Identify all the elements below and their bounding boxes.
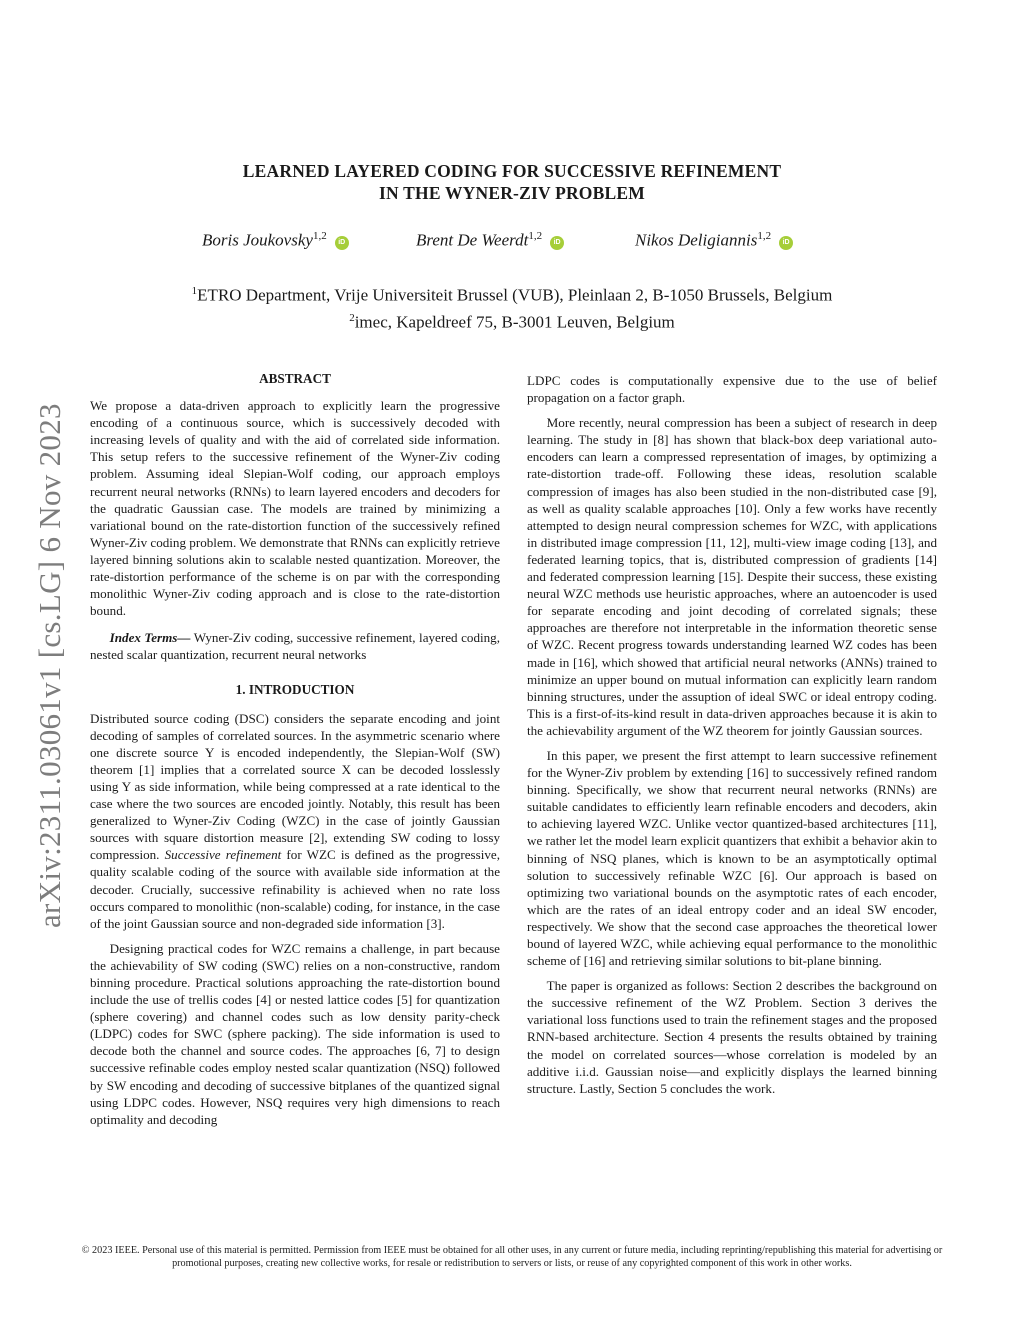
left-column — [90, 370, 500, 1136]
author-list — [0, 230, 1024, 256]
title-line-2: IN THE WYNER-ZIV PROBLEM — [379, 183, 645, 203]
orcid-icon[interactable]: iD — [779, 236, 793, 250]
title-line-1: LEARNED LAYERED CODING FOR SUCCESSIVE REFINEMENT — [242, 161, 782, 181]
index-terms: Index Terms— Wyner-Ziv coding, successive refinement, layered coding, nested scalar quantization, recurrent neural networks — [90, 630, 500, 663]
abstract-heading: ABSTRACT — [259, 371, 331, 386]
affiliation-2: $^2$imec, Kapeldreef 75, B-3001 Leuven, Belgium — [349, 311, 675, 332]
right-column — [527, 372, 937, 1105]
orcid-icon[interactable]: iD — [550, 236, 564, 250]
intro-paragraph-2: Designing practical codes for WZC remains a challenge, in part because the achievability of SW coding (SWC) relies on a non-constructive, random binning procedure. Practical solutions approaching the rate-distortion bound include the use of trellis codes [4] or nested lattice codes [5] for quantization (sphere covering) and channel codes such as low density parity-check (LDPC) codes for SWC (sphere packing). The side information is used to decode both the channel and source codes. The approaches [6, 7] to design successive refinable codes employ nested scalar quantization (NSQ) followed by SW encoding and decoding of successive bitplanes of the quantized signal using LDPC codes. However, NSQ requires very high dimensions to reach optimality and decoding — [90, 940, 500, 1127]
section-heading-introduction: 1. INTRODUCTION — [235, 681, 355, 697]
intro-paragraph-4: In this paper, we present the first attempt to learn successive refinement for the Wyner-Ziv problem by extending [16] to successively refined random binning. Specifically, we show that recurrent neural networks (RNNs) are suitable candidates to efficiently learn refinable encoders and decoders, akin to achieving layered WZC. Unlike vector quantized-based architectures [11], we rather let the model learn explicit quantizers that exhibit a behavior akin to binning of NSQ planes, which is known to be an asymptotically optimal solution to successively refinable WZC [6]. Our approach is based on optimizing two variational bounds on the asymptotic rates of each encoder, which are the rates of an ideal entropy coder and an ideal SW encoder, respectively. We show that the second case approaches the theoretical lower bound of layered WZC, while achieving equal performance to the monolithic scheme of [16] and retrieving similar solutions to bit-plane binning. — [527, 747, 937, 969]
arxiv-watermark: arXiv:2311.03061v1 [cs.LG] 6 Nov 2023 — [32, 403, 67, 928]
author-3: Nikos Deligiannis$^{1,2}$iD — [635, 230, 793, 251]
copyright-notice: © 2023 IEEE. Personal use of this material is permitted. Permission from IEEE must be obtained for all other uses, in any current or future media, including reprinting/republishing this material for advertising or promotional purposes, creating new collective works, for resale or redistribution to servers or lists, or reuse of any copyrighted component of this work in other works. — [81, 1245, 943, 1269]
author-2: Brent De Weerdt$^{1,2}$iD — [416, 230, 564, 251]
paper-title — [0, 160, 1024, 204]
intro-paragraph-5: The paper is organized as follows: Section 2 describes the background on the successive refinement of the WZ Problem. Section 3 derives the variational loss functions used to train the refinement stages and the proposed RNN-based architecture. Section 4 presents the results obtained by training the model on correlated sources—whose correlation is modeled by an additive i.i.d. Gaussian noise—and explicitly displays the learned binning structure. Lastly, Section 5 concludes the work. — [527, 978, 937, 1096]
abstract-text: We propose a data-driven approach to explicitly learn the progressive encoding of a continuous source, which is successively decoded with increasing levels of quality and with the aid of correlated side information. This setup refers to the successive refinement of the Wyner-Ziv coding problem. Assuming ideal Slepian-Wolf coding, our approach employs recurrent neural networks (RNNs) to learn layered encoders and decoders for the quadratic Gaussian case. The models are trained by minimizing a variational bound on the rate-distortion function of the successively refined Wyner-Ziv coding problem. We demonstrate that RNNs can explicitly retrieve layered binning solutions akin to scalable nested quantization. Moreover, the rate-distortion performance of the scheme is on par with the corresponding monolithic Wyner-Ziv coding approach and is close to the rate-distortion bound. — [90, 398, 500, 619]
intro-paragraph-2-continued: LDPC codes is computationally expensive due to the use of belief propagation on a factor graph. — [527, 373, 937, 406]
affiliation-1: $^1$ETRO Department, Vrije Universiteit Brussel (VUB), Pleinlaan 2, B-1050 Brussels, Belgium — [191, 285, 833, 305]
orcid-icon[interactable]: iD — [335, 236, 349, 250]
affiliations — [0, 280, 1024, 333]
author-1: Boris Joukovsky$^{1,2}$iD — [202, 230, 349, 251]
intro-paragraph-3: More recently, neural compression has been a subject of research in deep learning. The study in [8] has shown that black-box deep variational auto-encoders can learn a compressed representation of images, by optimizing a rate-distortion trade-off. Following these ideas, resolution scalable compression of images has also been studied in the non-distributed case [9], as well as quality scalable approaches [10]. Only a few works have recently attempted to design neural compression schemes for WZC, with applications in distributed image compression [11, 12], multi-view image coding [13], and federated learning topics, that is, distributed compression of gradients [14] and federated compression learning [15]. Despite their success, these existing neural WZC methods use heuristic approaches, where an autoencoder is used for separate encoding and joint decoding of correlated signals; these approaches are therefore not interpretable in the information theoretic sense of WZC. Recent progress towards understanding learned WZ codes has been made in [16], which showed that artificial neural networks (ANNs) trained to minimize an upper bound on mutual information can explicitly learn random binning structures, under the assuption of ideal SWC or ideal entropy coding. This is a first-of-its-kind result in data-driven approaches because it is akin to the achievability argument of the WZ theorem for jointly Gaussian sources. — [527, 415, 937, 738]
intro-paragraph-1: Distributed source coding (DSC) considers the separate encoding and joint decoding of samples of correlated sources. In the asymmetric scenario where one discrete source Y is encoded independently, the Slepian-Wolf (SW) theorem [1] implies that a correlated source X can be decoded losslessly using Y as side information, while being compressed at a rate identical to the case where the two sources are encoded jointly. Notably, this result has been generalized to Wyner-Ziv Coding (WZC) in the case of jointly Gaussian sources with square distortion measure [2], extending SW coding to lossy compression. Successive refinement for WZC is defined as the progressive, quality scalable coding of the source with available side information at the decoder. Crucially, successive refinability is achieved when no rate loss occurs compared to monolithic (non-scalable) coding, for instance, in the case of the joint Gaussian source and non-degraded side information [3]. — [90, 710, 500, 931]
